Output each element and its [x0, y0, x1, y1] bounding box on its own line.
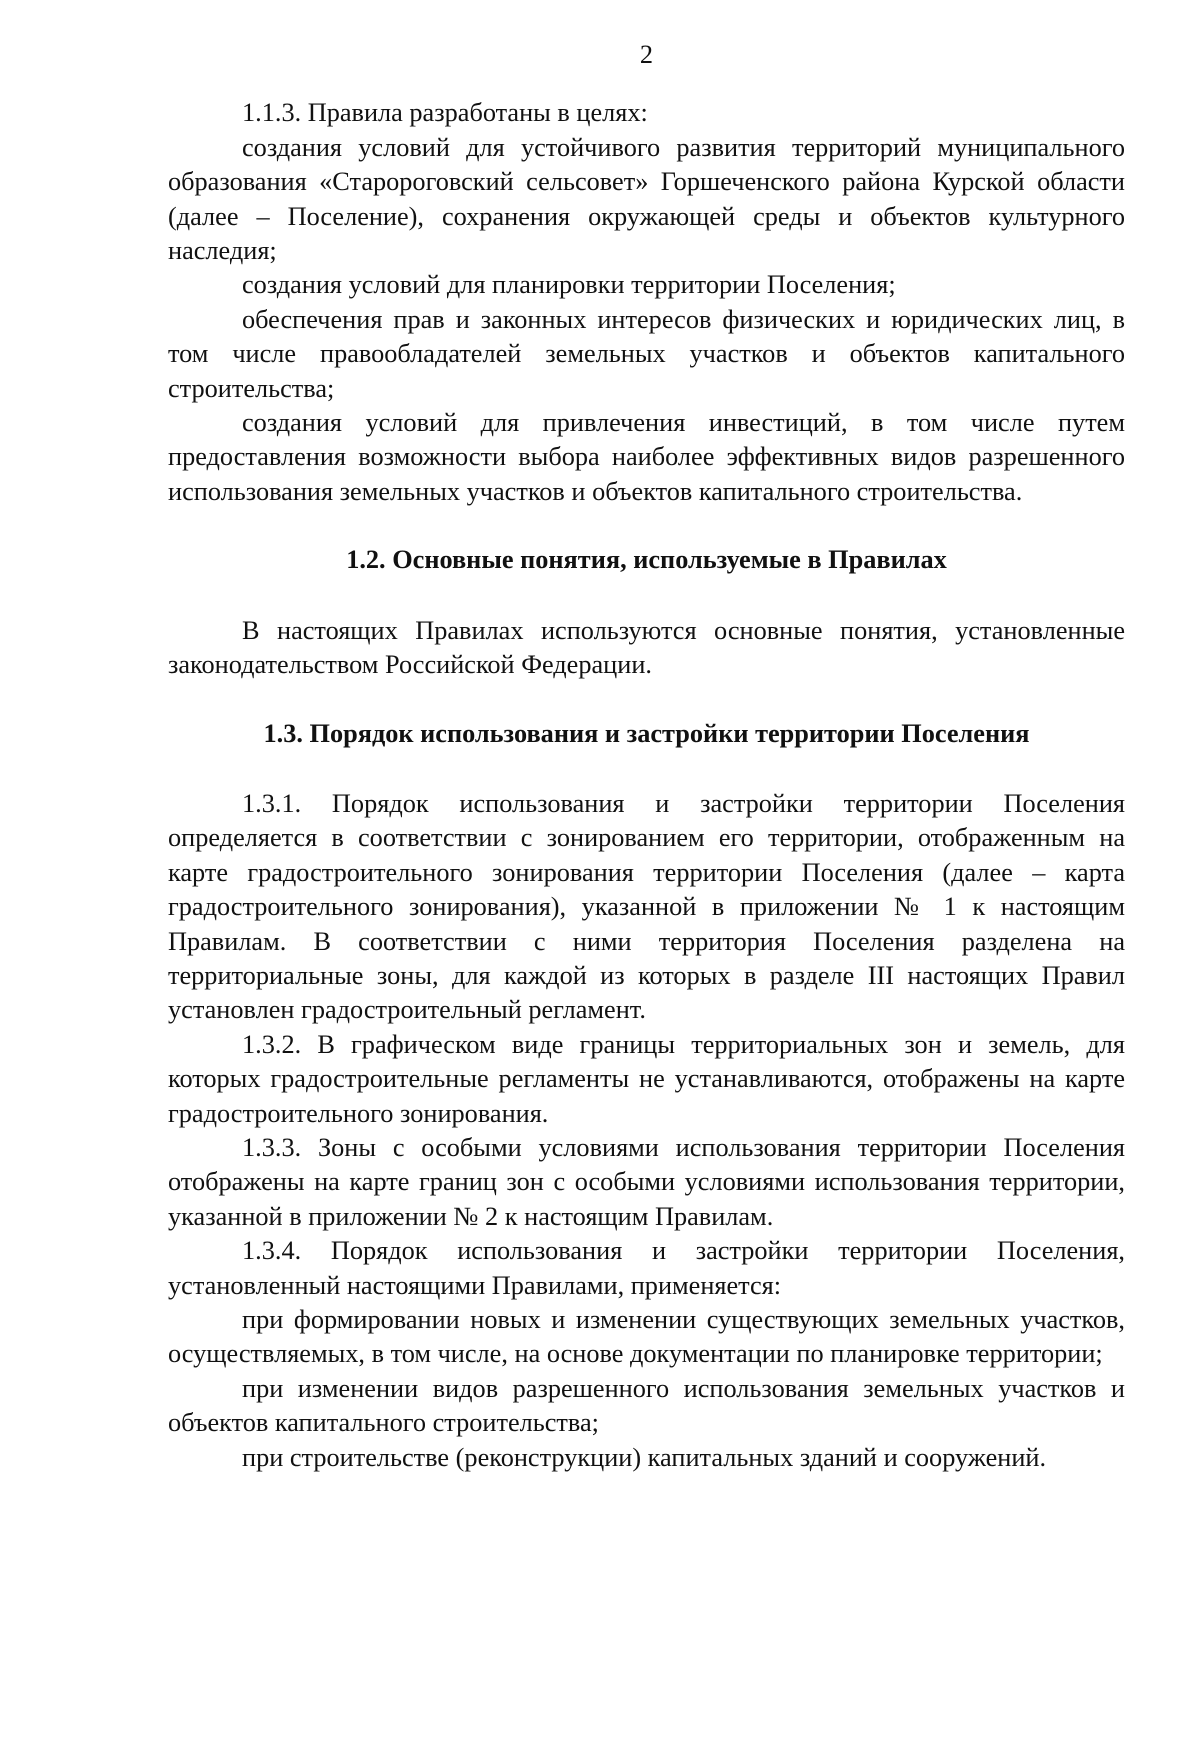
- document-page: [168, 38, 1125, 1475]
- section-1-2-heading: 1.2. Основные понятия, используемые в Правилах: [346, 545, 947, 575]
- section-1-2-text: В настоящих Правилах используются основные понятия, установленные законодательством Российской Федерации.: [168, 615, 1125, 680]
- section-1-3-3-paragraph: 1.3.3. Зоны с особыми условиями использования территории Поселения отображены на карте границ зон с особыми условиями использования территории, указанной в приложении № 2 к настоящим Правилам.: [168, 1132, 1125, 1231]
- section-1-3-1-paragraph: 1.3.1. Порядок использования и застройки территории Поселения определяется в соответствии с зонированием его территории, отображенным на карте градостроительного зонирования территории Поселения (далее – карта градостроительного зонирования), указанной в приложении № 1 к настоящим Правилам. В соответствии с ними территория Поселения разделена на территориальные зоны, для каждой из которых в разделе III настоящих Правил установлен градостроительный регламент.: [168, 788, 1125, 1025]
- section-1-3-4-item: при формировании новых и изменении существующих земельных участков, осуществляемых, в том числе, на основе документации по планировке территории;: [168, 1305, 1125, 1369]
- page-number: 2: [639, 40, 654, 69]
- section-1-3-heading: 1.3. Порядок использования и застройки территории Поселения: [263, 718, 1030, 748]
- section-1-3-4-item: при изменении видов разрешенного использования земельных участков и объектов капитального строительства;: [168, 1373, 1125, 1438]
- section-1-1-3-item: создания условий для привлечения инвестиций, в том числе путем предоставления возможности выбора наиболее эффективных видов разрешенного использования земельных участков и объектов капитального строительства.: [168, 408, 1125, 506]
- section-1-1-3-item: создания условий для устойчивого развития территорий муниципального образования «Старороговский сельсовет» Горшеченского района Курской области (далее – Поселение), сохранения окружающей среды и объектов культурного наследия;: [168, 132, 1125, 266]
- section-1-3-2-paragraph: 1.3.2. В графическом виде границы территориальных зон и земель, для которых градостроительные регламенты не устанавливаются, отображены на карте градостроительного зонирования.: [168, 1029, 1125, 1128]
- section-1-1-3-intro: 1.1.3. Правила разработаны в целях:: [242, 98, 648, 128]
- section-1-1-3-item: создания условий для планировки территории Поселения;: [242, 270, 896, 300]
- section-1-1-3-item: обеспечения прав и законных интересов физических и юридических лиц, в том числе правообладателей земельных участков и объектов капитального строительства;: [168, 304, 1125, 403]
- section-1-3-4-item: при строительстве (реконструкции) капитальных зданий и сооружений.: [242, 1442, 1047, 1472]
- section-1-3-4-paragraph: 1.3.4. Порядок использования и застройки территории Поселения, установленный настоящими Правилами, применяется:: [168, 1236, 1125, 1300]
